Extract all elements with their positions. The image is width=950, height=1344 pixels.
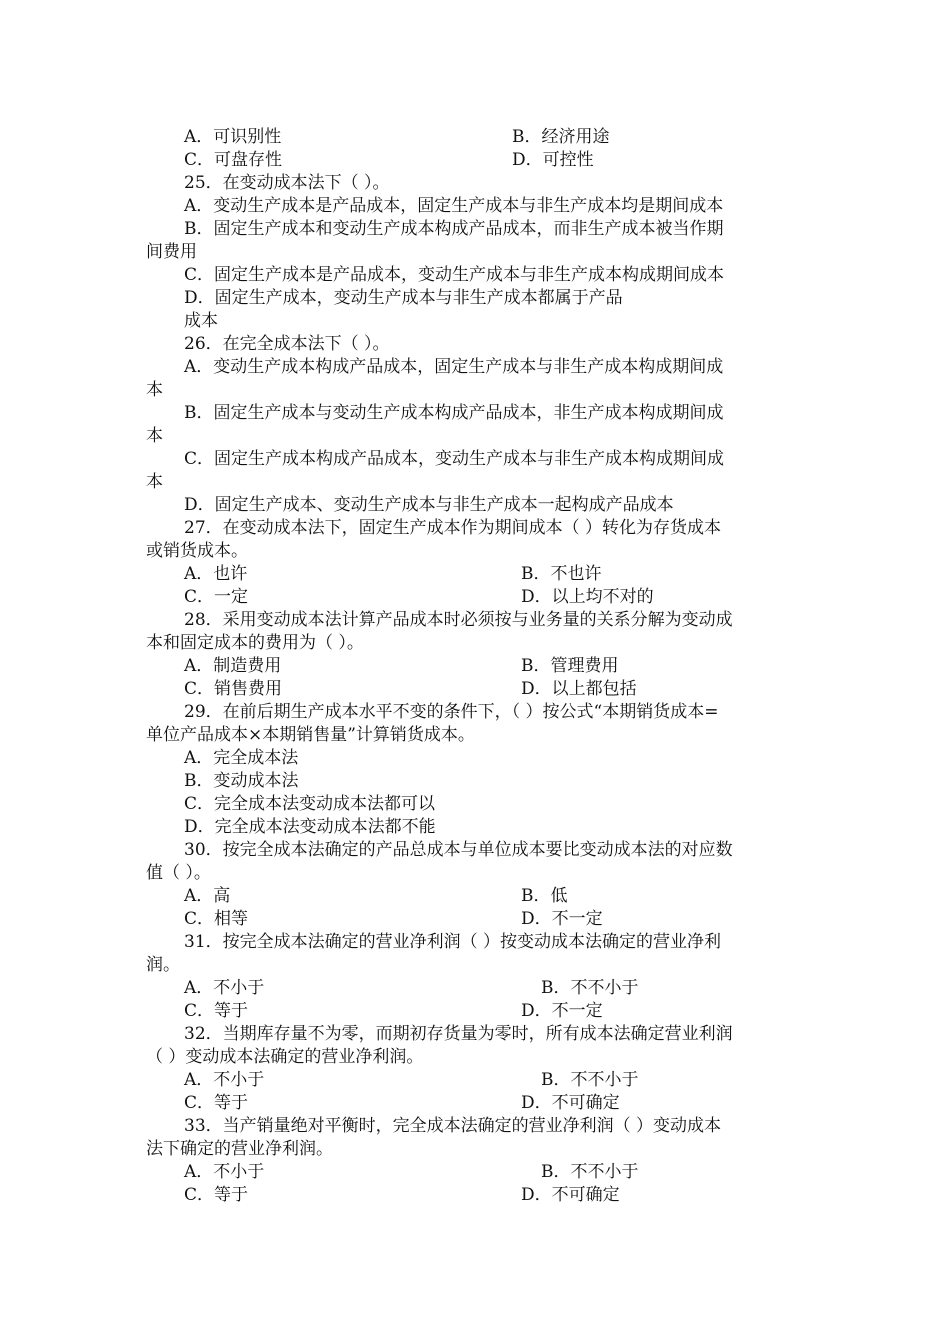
question-29-stem: 29．在前后期生产成本水平不变的条件下，（ ）按公式“本期销货成本=: [184, 702, 719, 722]
option-row: [146, 1000, 808, 1023]
option-d: D．不可确定: [521, 1185, 620, 1205]
question-33-stem: 33．当产销量绝对平衡时，完全成本法确定的营业净利润（ ）变动成本: [184, 1116, 722, 1136]
option-a: A．变动生产成本构成产品成本，固定生产成本与非生产成本构成期间成: [184, 357, 724, 377]
question-31-stem: 31．按完全成本法确定的营业净利润（ ）按变动成本法确定的营业净利: [184, 932, 722, 952]
option-c: C．可盘存性: [184, 150, 283, 170]
option-b: B．不不小于: [541, 978, 639, 998]
option-b: B．管理费用: [521, 656, 619, 676]
option-c: C．固定生产成本是产品成本，变动生产成本与非生产成本构成期间成本: [184, 265, 725, 285]
option-row: [146, 885, 808, 908]
option-row: [146, 149, 808, 172]
option-c: C．完全成本法变动成本法都可以: [184, 794, 436, 814]
option-c: C．等于: [184, 1185, 249, 1205]
option-c: C．等于: [184, 1001, 249, 1021]
option-row: [146, 908, 808, 931]
option-row: [146, 586, 808, 609]
question-31-stem-continued: 润。: [146, 955, 180, 975]
option-b-continued: 本: [146, 426, 163, 446]
option-d: D．完全成本法变动成本法都不能: [184, 817, 436, 837]
option-a: A．可识别性: [184, 127, 282, 147]
option-c: C．等于: [184, 1093, 249, 1113]
option-b: B．不不小于: [541, 1070, 639, 1090]
option-d: D．固定生产成本，变动生产成本与非生产成本都属于产品: [184, 288, 623, 308]
option-row: [146, 1184, 808, 1207]
option-row: [146, 1092, 808, 1115]
question-30-stem: 30．按完全成本法确定的产品总成本与单位成本要比变动成本法的对应数: [184, 840, 733, 860]
option-b: B．固定生产成本与变动生产成本构成产品成本，非生产成本构成期间成: [184, 403, 724, 423]
question-27-stem: 27．在变动成本法下，固定生产成本作为期间成本（ ）转化为存货成本: [184, 518, 722, 538]
option-c-continued: 本: [146, 472, 163, 492]
option-b: B．经济用途: [512, 127, 610, 147]
question-29-stem-continued: 单位产品成本×本期销售量”计算销货成本。: [146, 725, 475, 745]
option-c: C．一定: [184, 587, 249, 607]
option-d: D．不一定: [521, 1001, 603, 1021]
option-row: [146, 678, 808, 701]
option-row: [146, 563, 808, 586]
option-b: B．低: [521, 886, 568, 906]
option-d: D．不可确定: [521, 1093, 620, 1113]
option-row: [146, 1069, 808, 1092]
option-a: A．不小于: [184, 1162, 265, 1182]
option-d: D．可控性: [512, 150, 594, 170]
option-b: B．固定生产成本和变动生产成本构成产品成本，而非生产成本被当作期: [184, 219, 724, 239]
option-d: D．固定生产成本、变动生产成本与非生产成本一起构成产品成本: [184, 495, 674, 515]
question-27-stem-continued: 或销货成本。: [146, 541, 248, 561]
question-26-stem: 26．在完全成本法下（ ）。: [184, 334, 390, 354]
option-d: D．以上均不对的: [521, 587, 654, 607]
question-28-stem-continued: 本和固定成本的费用为（ ）。: [146, 633, 364, 653]
option-a-continued: 本: [146, 380, 163, 400]
question-30-stem-continued: 值（ ）。: [146, 863, 211, 883]
option-d: D．不一定: [521, 909, 603, 929]
option-b: B．不不小于: [541, 1162, 639, 1182]
option-c: C．相等: [184, 909, 249, 929]
option-row: [146, 655, 808, 678]
option-c: C．固定生产成本构成产品成本，变动生产成本与非生产成本构成期间成: [184, 449, 725, 469]
option-d-continued: 成本: [184, 311, 218, 331]
option-row: [146, 126, 808, 149]
option-a: A．也许: [184, 564, 248, 584]
option-b: B．不也许: [521, 564, 602, 584]
option-a: A．不小于: [184, 978, 265, 998]
option-a: A．高: [184, 886, 231, 906]
question-33-stem-continued: 法下确定的营业净利润。: [146, 1139, 333, 1159]
option-a: A．完全成本法: [184, 748, 299, 768]
option-c: C．销售费用: [184, 679, 283, 699]
option-a: A．变动生产成本是产品成本，固定生产成本与非生产成本均是期间成本: [184, 196, 724, 216]
option-row: [146, 977, 808, 1000]
question-list: [146, 126, 808, 1207]
option-a: A．不小于: [184, 1070, 265, 1090]
question-32-stem-continued: （ ）变动成本法确定的营业净利润。: [146, 1047, 424, 1067]
question-28-stem: 28．采用变动成本法计算产品成本时必须按与业务量的关系分解为变动成: [184, 610, 733, 630]
question-25-stem: 25．在变动成本法下（ ）。: [184, 173, 390, 193]
option-a: A．制造费用: [184, 656, 282, 676]
option-row: [146, 1161, 808, 1184]
option-b-continued: 间费用: [146, 242, 197, 262]
option-b: B．变动成本法: [184, 771, 299, 791]
question-32-stem: 32．当期库存量不为零，而期初存货量为零时，所有成本法确定营业利润: [184, 1024, 733, 1044]
option-d: D．以上都包括: [521, 679, 637, 699]
